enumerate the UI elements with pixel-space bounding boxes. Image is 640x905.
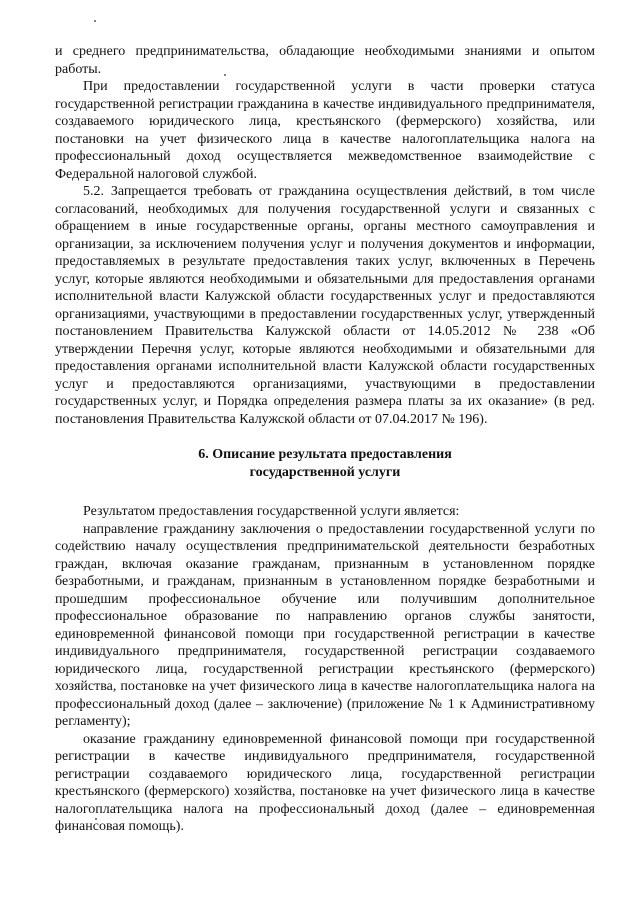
section-6-title	[55, 446, 595, 481]
paragraph-result-intro: Результатом предоставления государственной услуги является:	[83, 504, 460, 519]
document-body	[55, 43, 595, 836]
section-title-line-1: 6. Описание результата предоставления	[198, 447, 452, 462]
paragraph-interaction: При предоставлении государственной услуги в части проверки статуса государственной регистрации гражданина в качестве индивидуального предпринимателя, создаваемого юридического лица, крестьянского (фермерского) хозяйства, или постановки на учет физического лица в качестве налогоплательщика налога на профессиональный доход осуществляется межведомственное взаимодействие с Федеральной налоговой службой.	[55, 79, 595, 182]
paragraph-5-2: 5.2. Запрещается требовать от гражданина осуществления действий, в том числе согласований, необходимых для получения государственной услуги и связанных с обращением в иные государственные органы, органы местного самоуправления и организации, за исключением получения услуг и получения документов и информации, предоставляемых в результате предоставления таких услуг, включенных в Перечень услуг, которые являются необходимыми и обязательными для предоставления органами исполнительной власти Калужской области государственных услуг и предоставляются организациями, участвующими в предоставлении государственных услуг, утвержденный постановлением Правительства Калужской области от 14.05.2012 № 238 «Об утверждении Перечня услуг, которые являются необходимыми и обязательными для предоставления органами исполнительной власти Калужской области государственных услуг и предоставляются организациями, участвующими в предоставлении государственных услуг, и Порядка определения размера платы за их оказание» (в ред. постановления Правительства Калужской области от 07.04.2017 № 196).	[55, 184, 595, 427]
paragraph-continuation: и среднего предпринимательства, обладающие необходимыми знаниями и опытом работы.	[55, 44, 595, 77]
paragraph-result-financial-aid: оказание гражданину единовременной финансовой помощи при государственной регистрации в качестве индивидуального предпринимателя, государственной регистрации создаваемого юридического лица, государственной регистрации крестьянского (фермерского) хозяйства, постановке на учет физического лица в качестве налогоплательщика налога на профессиональный доход (далее – единовременная финансовая помощь).	[55, 731, 595, 834]
section-title-line-2: государственной услуги	[249, 464, 401, 480]
paragraph-result-conclusion: направление гражданину заключения о предоставлении государственной услуги по содействию началу осуществления предпринимательской деятельности безработных граждан, включая оказание гражданам, признанным в установленном порядке безработными, и гражданам, признанным в установленном порядке безработными и прошедшим профессиональное обучение или получившим дополнительное профессиональное образование по направлению органов службы занятости, единовременной финансовой помощи при государственной регистрации в качестве индивидуального предпринимателя, государственной регистрации создаваемого юридического лица, государственной регистрации крестьянского (фермерского) хозяйства, постановке на учет физического лица в качестве налогоплательщика налога на профессиональный доход (далее – заключение) (приложение № 1 к Административному регламенту);	[55, 521, 595, 729]
scan-speck	[94, 20, 96, 22]
